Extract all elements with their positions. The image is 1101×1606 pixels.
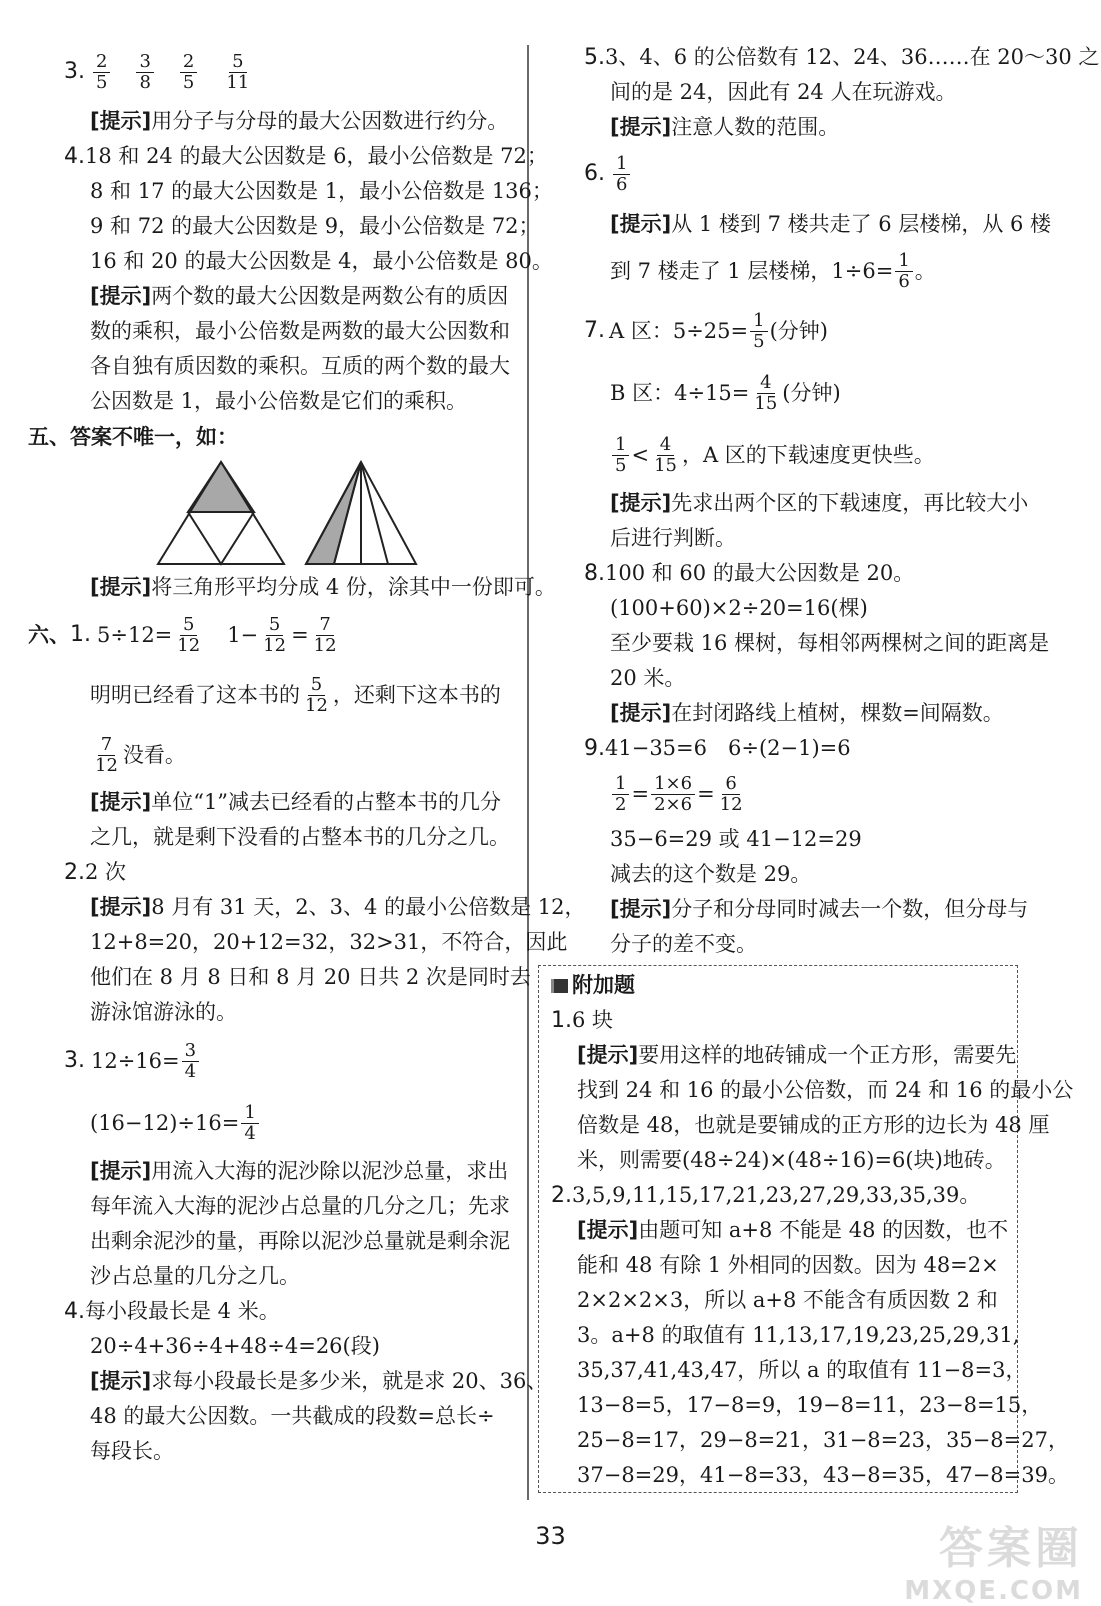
q7-a: 7. A 区：5÷25= $\frac{1}{5}$ (分钟) <box>584 309 828 352</box>
bonus-title: 附加题 <box>551 968 1017 1003</box>
q8-line: 20 米。 <box>610 666 686 690</box>
q2-answer: 2.2 次 <box>64 860 127 885</box>
fraction: $\frac{5}{12}$ <box>305 673 328 716</box>
question-number: 3. <box>64 59 85 84</box>
inner-triangle <box>188 512 254 564</box>
hint: [提示]两个数的最大公因数是两数公有的质因 <box>90 284 509 308</box>
hint: [提示]从 1 楼到 7 楼共走了 6 层楼梯，从 6 楼 <box>610 212 1052 236</box>
hint: [提示]8 月有 31 天，2、3、4 的最小公倍数是 12， <box>90 895 586 919</box>
hint-line: 分子的差不变。 <box>610 932 757 956</box>
left-q4-line: 16 和 20 的最大公因数是 4，最小公倍数是 80。 <box>90 249 553 273</box>
bookmark-icon <box>551 979 568 993</box>
q6-answer: 6. $\frac{1}{6}$ <box>548 145 1038 203</box>
fraction: $\frac{7}{12}$ <box>313 613 337 656</box>
watermark-title: 答案圈 <box>939 1523 1083 1574</box>
hint-line: 35,37,41,43,47，所以 a 的取值有 11−8=3， <box>577 1358 1027 1382</box>
hint: [提示]求每小段最长是多少米，就是求 20、36、 <box>90 1369 548 1393</box>
fraction: $\frac{1}{5}$ <box>612 435 629 476</box>
q9-line: 35−6=29 或 41−12=29 <box>610 827 862 851</box>
left-q3-answer <box>28 40 523 104</box>
triangle-figures <box>156 460 523 570</box>
q5-line: 5.3、4、6 的公倍数有 12、24、36……在 20～30 之 <box>584 45 1100 70</box>
hint-line: 48 的最大公因数。一共截成的段数=总长÷ <box>90 1404 495 1428</box>
hint-line: 数的乘积，最小公倍数是两数的最大公因数和 <box>90 319 510 343</box>
fraction: $\frac{4}{15}$ <box>654 433 677 476</box>
hint: [提示]将三角形平均分成 4 份，涂其中一份即可。 <box>90 575 556 599</box>
q4-answer: 4.每小段最长是 4 米。 <box>64 1299 280 1324</box>
triangle-diagram <box>156 460 486 570</box>
hint: [提示]注意人数的范围。 <box>610 115 840 139</box>
hint-line: 之几，就是剩下没看的占整本书的几分之几。 <box>90 825 510 849</box>
q7-b: B 区：4÷15= $\frac{4}{15}$ (分钟) <box>610 371 841 414</box>
fraction: $\frac{1}{5}$ <box>750 311 767 352</box>
hint-line: 2×2×2×3，所以 a+8 不能含有质因数 2 和 <box>577 1288 998 1312</box>
section-six-q1-eq: 六、 1. 5÷12= $\frac{5}{12}$ 1− $\frac{5}{12}$ = $\frac{7}{12}$ <box>28 605 523 665</box>
hint-line: 到 7 楼走了 1 层楼梯，1÷6= $\frac{1}{6}$ 。 <box>610 249 936 292</box>
hint-line: 能和 48 有除 1 外相同的因数。因为 48=2× <box>577 1253 999 1277</box>
hint-line: 沙占总量的几分之几。 <box>90 1264 300 1288</box>
hint-line: 他们在 8 月 8 日和 8 月 20 日共 2 次是同时去 <box>90 965 531 989</box>
right-column <box>548 40 1100 962</box>
hint: [提示]用流入大海的泥沙除以泥沙总量，求出 <box>90 1159 509 1183</box>
slice-line <box>361 462 388 564</box>
fraction: $\frac{1}{6}$ <box>895 251 912 292</box>
shaded-small-triangle <box>188 462 254 512</box>
fraction: $\frac{5}{12}$ <box>263 613 287 656</box>
q3-eq2: (16−12)÷16= $\frac{1}{4}$ <box>28 1092 523 1154</box>
answer-line: $\frac{7}{12}$ 没看。 <box>28 725 523 785</box>
q8-line: (100+60)×2÷20=16(棵) <box>610 596 868 620</box>
fraction: $\frac{5}{11}$ <box>226 50 250 93</box>
fraction: $\frac{2}{5}$ <box>93 52 110 93</box>
hint-line: 25−8=17，29−8=21，31−8=23，35−8=27， <box>577 1428 1069 1452</box>
q8-line: 至少要栽 16 棵树，每相邻两棵树之间的距离是 <box>610 631 1050 655</box>
hint-line: 游泳馆游泳的。 <box>90 1000 237 1024</box>
q9-fractions: $\frac{1}{2}$ = $\frac{1\times 6}{2\times 6}$ = $\frac{6}{12}$ <box>548 766 1038 822</box>
section-six-heading: 六、 <box>28 622 70 647</box>
hint-line: 12+8=20，20+12=32，32>31，不符合，因此 <box>90 930 568 954</box>
q9-eq1: 9.41−35=6 6÷(2−1)=6 <box>584 736 851 761</box>
hint-line: 后进行判断。 <box>610 526 736 550</box>
q3-eq1: 3. 12÷16= $\frac{3}{4}$ <box>28 1030 523 1092</box>
hint: [提示]用分子与分母的最大公因数进行约分。 <box>90 109 509 133</box>
hint-line: 每年流入大海的泥沙占总量的几分之几；先求 <box>90 1194 510 1218</box>
fraction: $\frac{4}{15}$ <box>754 371 778 414</box>
fraction: $\frac{7}{12}$ <box>95 733 118 776</box>
page-number: 33 <box>535 1522 566 1550</box>
hint-line: 各自独有质因数的乘积。互质的两个数的最大 <box>90 354 510 378</box>
hint-line: 13−8=5，17−8=9，19−8=11，23−8=15， <box>577 1393 1043 1417</box>
hint-line: 倍数是 48，也就是要铺成的正方形的边长为 48 厘 <box>577 1113 1050 1137</box>
hint-line: 每段长。 <box>90 1439 174 1463</box>
hint-line: 出剩余泥沙的量，再除以泥沙总量就是剩余泥 <box>90 1229 510 1253</box>
equation: 20÷4+36÷4+48÷4=26(段) <box>90 1334 380 1358</box>
hint-line: 3。a+8 的取值有 11,13,17,19,23,25,29,31, <box>577 1323 1020 1347</box>
hint: [提示]单位“1”减去已经看的占整本书的几分 <box>90 790 502 814</box>
hint-line: 米，则需要(48÷24)×(48÷16)=6(块)地砖。 <box>577 1148 1006 1172</box>
hint-line: 找到 24 和 16 的最小公倍数，而 24 和 16 的最小公 <box>577 1078 1074 1102</box>
hint-line: 37−8=29，41−8=33，43−8=35，47−8=39。 <box>577 1463 1069 1487</box>
left-q4-line: 8 和 17 的最大公因数是 1，最小公倍数是 136； <box>90 179 553 203</box>
fraction: $\frac{5}{12}$ <box>177 613 201 656</box>
hint: [提示]分子和分母同时减去一个数，但分母与 <box>610 897 1029 921</box>
fraction: $\frac{1\times 6}{2\times 6}$ <box>651 774 695 815</box>
hint: [提示]要用这样的地砖铺成一个正方形，需要先 <box>577 1043 1017 1067</box>
q5-line: 间的是 24，因此有 24 人在玩游戏。 <box>610 80 957 104</box>
fraction: $\frac{2}{5}$ <box>180 52 197 93</box>
hint: [提示]先求出两个区的下载速度，再比较大小 <box>610 491 1029 515</box>
bonus-section <box>538 965 1074 1493</box>
hint: [提示]由题可知 a+8 不能是 48 的因数，也不 <box>577 1218 1009 1242</box>
fraction: $\frac{1}{2}$ <box>612 774 629 815</box>
watermark-logo <box>853 1512 1083 1606</box>
hint: [提示]在封闭路线上植树，棵数=间隔数。 <box>610 701 1004 725</box>
q9-line: 减去的这个数是 29。 <box>610 862 812 886</box>
section-five-heading: 五、答案不唯一，如： <box>28 424 238 449</box>
fraction: $\frac{6}{12}$ <box>719 772 743 815</box>
fraction: $\frac{1}{4}$ <box>241 1103 258 1144</box>
q8-line: 8.100 和 60 的最大公因数是 20。 <box>584 561 915 586</box>
left-q4-line: 9 和 72 的最大公因数是 9，最小公倍数是 72； <box>90 214 540 238</box>
fraction: $\frac{3}{4}$ <box>182 1041 199 1082</box>
bonus-q1: 1.6 块 <box>551 1008 614 1033</box>
left-q4-line: 4.18 和 24 的最大公因数是 6，最小公倍数是 72； <box>64 144 548 169</box>
watermark-url: MXQE.COM <box>904 1576 1083 1606</box>
q7-compare: $\frac{1}{5}$ < $\frac{4}{15}$ ，A 区的下载速度更快些。 <box>548 424 1038 486</box>
fraction: $\frac{3}{8}$ <box>136 52 153 93</box>
hint-line: 公因数是 1，最小公倍数是它们的乘积。 <box>90 389 468 413</box>
bonus-q2: 2.3,5,9,11,15,17,21,23,27,29,33,35,39。 <box>551 1183 981 1208</box>
fraction: $\frac{1}{6}$ <box>613 154 630 195</box>
answer-line: 明明已经看了这本书的 $\frac{5}{12}$ ，还剩下这本书的 <box>90 673 501 716</box>
